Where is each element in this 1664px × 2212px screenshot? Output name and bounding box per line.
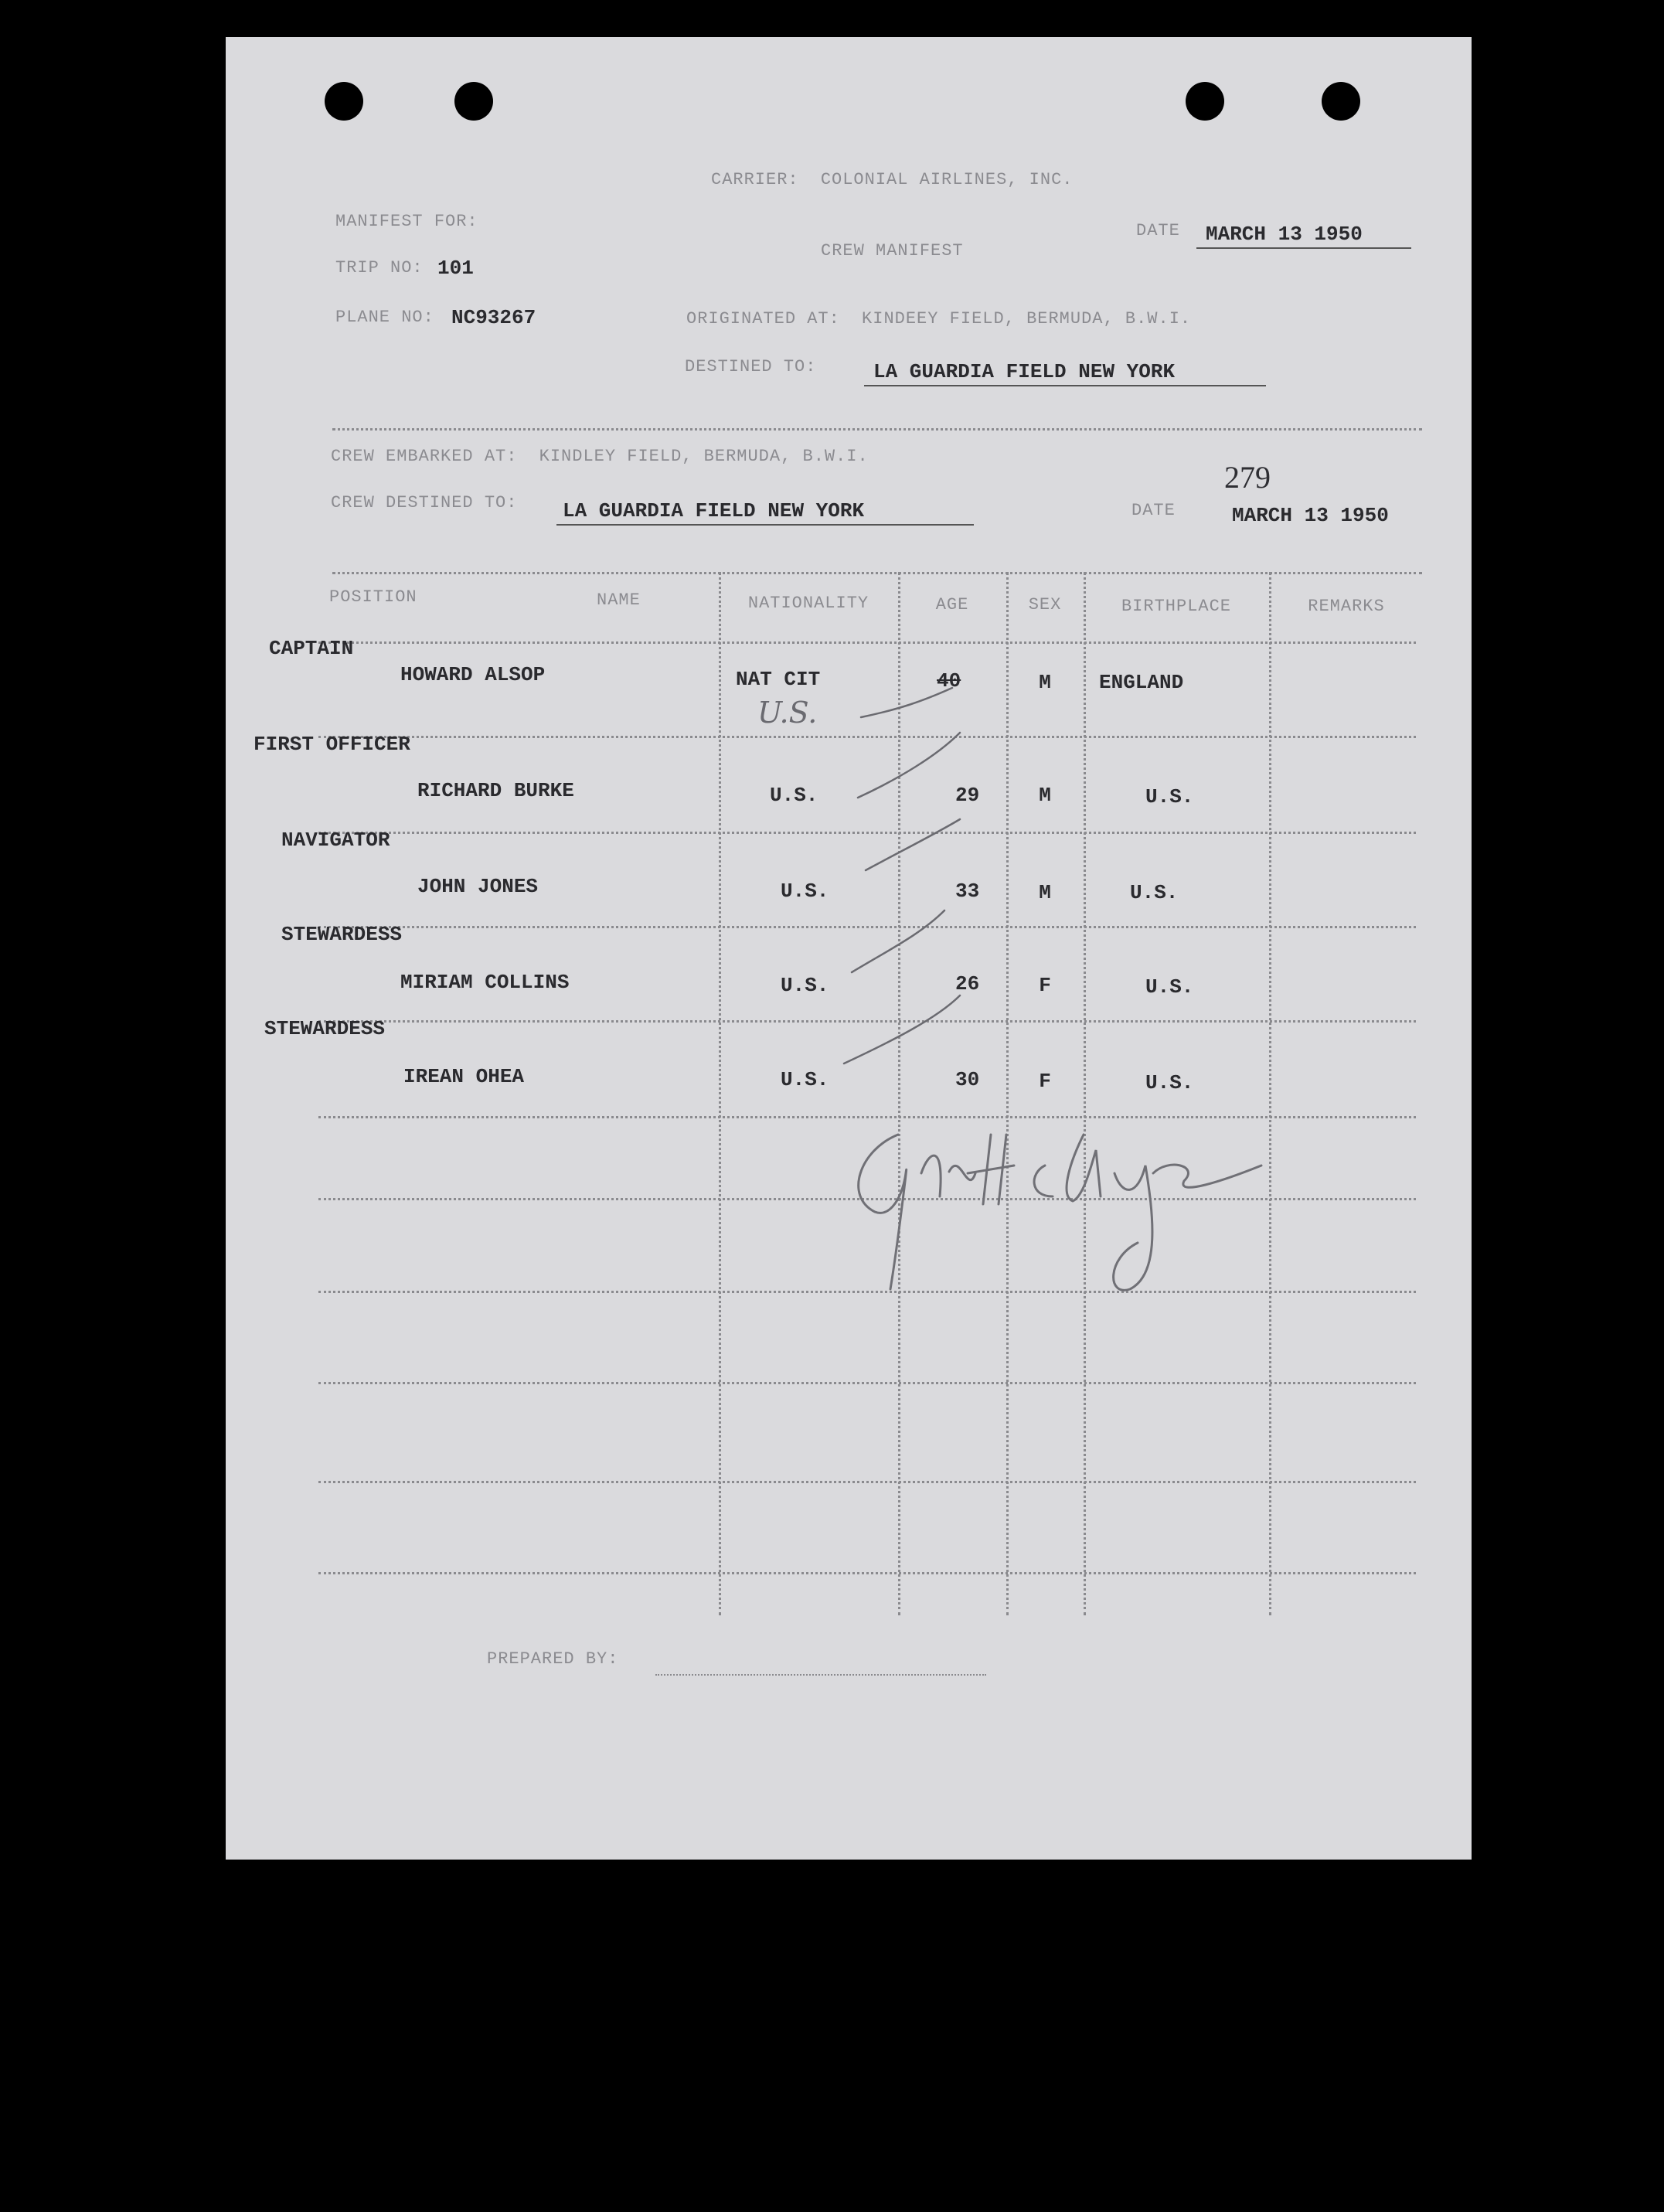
trip-value: 101 xyxy=(437,257,474,280)
ditto-stroke xyxy=(858,733,960,798)
row-birthplace: U.S. xyxy=(1145,975,1194,999)
row-age: 33 xyxy=(955,880,980,903)
row-birthplace: U.S. xyxy=(1130,881,1179,904)
signature-graphic xyxy=(859,1135,1261,1290)
originated-label: ORIGINATED AT: xyxy=(686,309,840,328)
prepared-by-label: PREPARED BY: xyxy=(487,1649,619,1669)
document-number: 279 xyxy=(1224,460,1271,495)
crew-destined-value: LA GUARDIA FIELD NEW YORK xyxy=(563,499,865,522)
date-value: MARCH 13 1950 xyxy=(1206,223,1363,246)
manifest-for-label: MANIFEST FOR: xyxy=(335,212,478,231)
destined-label: DESTINED TO: xyxy=(685,357,817,376)
prepared-by-line xyxy=(655,1674,986,1676)
column-header-remarks: REMARKS xyxy=(1308,597,1385,616)
row-nationality: U.S. xyxy=(770,784,818,807)
row-nationality: U.S. xyxy=(781,974,829,997)
row-age: 30 xyxy=(955,1068,980,1091)
row-name: MIRIAM COLLINS xyxy=(400,971,570,994)
row-sex: M xyxy=(1039,784,1051,807)
date-label: DATE xyxy=(1136,221,1180,240)
ditto-stroke xyxy=(844,995,960,1063)
column-header-age: AGE xyxy=(935,595,969,614)
row-name: RICHARD BURKE xyxy=(417,779,574,802)
row-position: NAVIGATOR xyxy=(281,829,390,852)
trip-label: TRIP NO: xyxy=(335,258,424,277)
row-name: JOHN JONES xyxy=(417,875,539,898)
plane-value: NC93267 xyxy=(451,306,536,329)
crew-embarked-value: KINDLEY FIELD, BERMUDA, B.W.I. xyxy=(539,447,869,466)
row-nationality: U.S. xyxy=(781,1068,829,1091)
plane-label: PLANE NO: xyxy=(335,308,434,327)
row-name: HOWARD ALSOP xyxy=(400,663,546,686)
ditto-stroke xyxy=(852,910,944,972)
row-sex: F xyxy=(1039,1070,1051,1093)
document-title: CREW MANIFEST xyxy=(821,241,964,260)
column-header-birthplace: BIRTHPLACE xyxy=(1121,597,1232,616)
row-age: 26 xyxy=(955,972,980,995)
crew-date-value: MARCH 13 1950 xyxy=(1232,504,1389,527)
column-header-nationality: NATIONALITY xyxy=(747,594,869,613)
manifest-page xyxy=(226,37,1472,1860)
crew-destined-label: CREW DESTINED TO: xyxy=(331,493,518,512)
row-nationality: U.S. xyxy=(781,880,829,903)
row-nationality-handwritten: U.S. xyxy=(757,696,818,730)
row-sex: F xyxy=(1039,974,1051,997)
row-age: 40 xyxy=(937,669,961,693)
row-position: CAPTAIN xyxy=(269,637,354,660)
row-position: STEWARDESS xyxy=(281,923,403,946)
row-position: STEWARDESS xyxy=(264,1017,386,1040)
row-birthplace: U.S. xyxy=(1145,1071,1194,1094)
handwriting-marks xyxy=(226,37,1472,1860)
row-birthplace: ENGLAND xyxy=(1099,671,1184,694)
ditto-stroke xyxy=(866,819,960,870)
originated-value: KINDEEY FIELD, BERMUDA, B.W.I. xyxy=(862,309,1192,328)
row-age: 29 xyxy=(955,784,980,807)
row-sex: M xyxy=(1039,671,1051,694)
carrier-label: CARRIER: xyxy=(711,170,799,189)
column-header-sex: SEX xyxy=(1028,595,1062,614)
destined-value: LA GUARDIA FIELD NEW YORK xyxy=(873,360,1176,383)
row-sex: M xyxy=(1039,881,1051,904)
row-position: FIRST OFFICER xyxy=(254,733,410,756)
row-nationality: NAT CIT xyxy=(736,668,821,691)
crew-embarked-label: CREW EMBARKED AT: xyxy=(331,447,518,466)
row-birthplace: U.S. xyxy=(1145,785,1194,808)
crew-date-label: DATE xyxy=(1131,501,1176,520)
ditto-stroke xyxy=(861,688,952,717)
column-header-position: POSITION xyxy=(329,587,417,607)
row-name: IREAN OHEA xyxy=(403,1065,525,1088)
column-header-name: NAME xyxy=(597,590,641,610)
carrier-value: COLONIAL AIRLINES, INC. xyxy=(820,170,1074,189)
